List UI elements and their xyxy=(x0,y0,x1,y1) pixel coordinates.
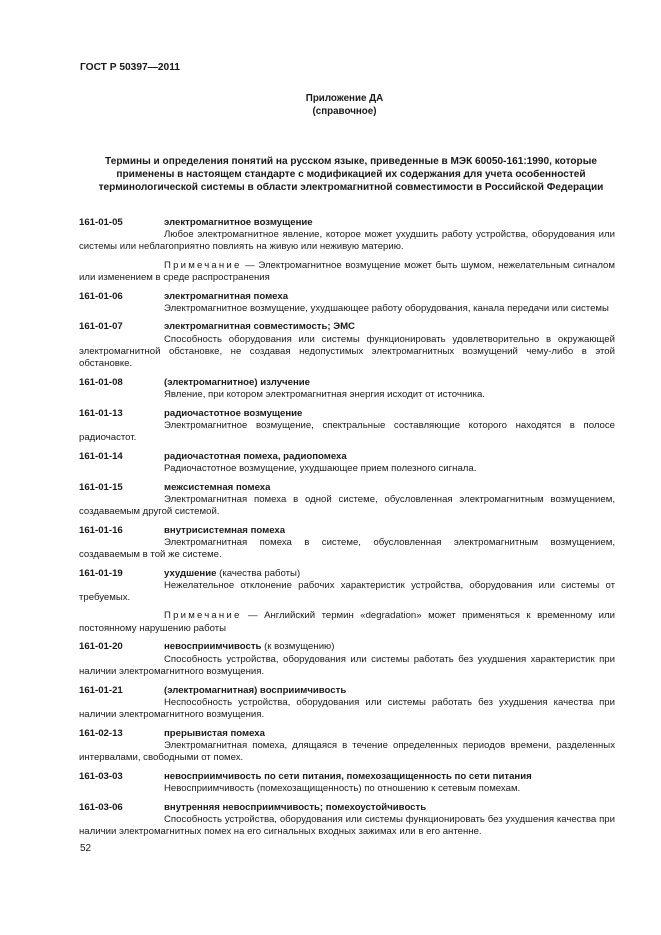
term-note xyxy=(79,610,615,634)
term-name xyxy=(79,217,615,229)
term-name xyxy=(79,321,615,333)
term-entry xyxy=(79,217,615,284)
term-name-text: радиочастотное возмущение xyxy=(164,407,303,419)
term-entry xyxy=(79,482,615,519)
term-qualifier: (к возмущению) xyxy=(261,641,335,653)
terms-list xyxy=(79,217,615,845)
appendix-subtitle: (справочное) xyxy=(312,105,377,117)
term-entry xyxy=(79,525,615,562)
term-code: 161-01-15 xyxy=(79,481,123,493)
appendix-heading xyxy=(0,93,661,118)
term-code: 161-01-13 xyxy=(79,407,123,419)
term-name xyxy=(79,685,615,697)
term-note xyxy=(79,260,615,284)
term-code: 161-01-19 xyxy=(79,567,123,579)
term-name-text: межсистемная помеха xyxy=(164,481,271,493)
term-name xyxy=(79,771,615,783)
term-name-text: электромагнитное возмущение xyxy=(164,217,313,228)
term-name xyxy=(79,568,615,580)
term-name xyxy=(79,728,615,740)
term-code: 161-02-13 xyxy=(79,727,123,739)
term-name xyxy=(79,377,615,389)
term-definition: Неспособность устройства, оборудования или системы работать без ухудшения качества при наличии электромагнитного возмущения. xyxy=(79,696,615,720)
term-definition: Электромагнитная помеха в системе, обусловленная электромагнитным возмущением, создаваемым в той же системе. xyxy=(79,536,615,561)
term-code: 161-01-16 xyxy=(79,524,123,536)
term-code: 161-03-03 xyxy=(79,770,123,782)
term-name-text: радиочастотная помеха, радиопомеха xyxy=(164,450,347,462)
term-code: 161-03-06 xyxy=(79,801,123,813)
term-entry xyxy=(79,641,615,678)
term-name xyxy=(79,802,615,814)
note-text: — Английский термин «degradation» может применяться к временному или постоянному нарушению работы xyxy=(79,610,615,634)
term-qualifier: (качества работы) xyxy=(216,567,301,579)
term-name xyxy=(79,482,615,494)
term-definition: Электромагнитная помеха, длящаяся в течение определенных периодов времени, разделенных интервалами, свободными от помех. xyxy=(79,739,615,764)
term-entry xyxy=(79,728,615,765)
term-name-text: электромагнитная помеха xyxy=(164,290,289,302)
term-definition: Невосприимчивость (помехозащищенность) по отношению к сетевым помехам. xyxy=(164,782,521,794)
term-definition: Способность устройства, оборудования или системы работать без ухудшения характеристик при наличии электромагнитного возмущения. xyxy=(79,653,615,677)
term-name xyxy=(79,451,615,463)
term-code: 161-01-05 xyxy=(79,217,123,228)
term-name-text: невосприимчивость xyxy=(164,641,262,653)
term-definition: Электромагнитная помеха в одной системе, обусловленная электромагнитным возмущением, создаваемым другой системой. xyxy=(79,493,615,518)
term-entry xyxy=(79,291,615,315)
term-code: 161-01-08 xyxy=(79,376,123,388)
term-entry xyxy=(79,568,615,635)
term-name-text: внутрисистемная помеха xyxy=(164,524,286,536)
term-code: 161-01-20 xyxy=(79,641,123,653)
page-number: 52 xyxy=(80,843,92,854)
appendix-title: Приложение ДА xyxy=(305,93,384,104)
term-entry xyxy=(79,408,615,445)
term-entry xyxy=(79,321,615,370)
term-name-text: прерывистая помеха xyxy=(164,727,265,739)
term-name xyxy=(79,525,615,537)
note-label: Примечание xyxy=(164,259,242,271)
note-label: Примечание xyxy=(164,610,242,622)
term-entry xyxy=(79,451,615,475)
term-name-text: невосприимчивость по сети питания, помехозащищенность по сети питания xyxy=(164,770,532,782)
term-definition: Способность устройства, оборудования или системы функционировать без ухудшения качества при наличии электромагнитных помех на его сигнальных входных зажимах или в его антенне. xyxy=(79,813,615,838)
term-name xyxy=(79,641,615,653)
document-header: ГОСТ Р 50397—2011 xyxy=(80,62,180,73)
term-definition: Любое электромагнитное явление, которое может ухудшить работу устройства, оборудования или системы или неблагоприятно повлиять на живую или неживую материю. xyxy=(79,229,615,253)
term-entry xyxy=(79,771,615,795)
term-entry xyxy=(79,377,615,401)
term-entry xyxy=(79,685,615,722)
term-definition: Нежелательное отклонение рабочих характеристик устройства, оборудования или системы от требуемых. xyxy=(79,580,615,604)
term-definition: Электромагнитное возмущение, спектральные составляющие которого находятся в полосе радиочастот. xyxy=(79,419,615,444)
term-name-text: ухудшение xyxy=(164,567,217,579)
note-text: — Электромагнитное возмущение может быть шумом, нежелательным сигналом или изменением в среде распространения xyxy=(79,259,615,283)
term-name-text: внутренняя невосприимчивость; помехоустойчивость xyxy=(164,801,427,813)
term-definition: Радиочастотное возмущение, ухудшающее прием полезного сигнала. xyxy=(164,462,477,474)
term-name xyxy=(79,408,615,420)
term-name-text: (электромагнитная) восприимчивость xyxy=(164,684,347,696)
section-title: Термины и определения понятий на русском языке, приведенные в МЭК 60050-161:1990, которые применены в настоящем стандарте с модификацией их содержания для учета особенностей терминологической системы в области электромагнитной совместимости в Российской Федерации xyxy=(98,156,604,194)
term-definition: Явление, при котором электромагнитная энергия исходит от источника. xyxy=(164,388,485,400)
term-definition: Способность оборудования или системы функционировать удовлетворительно в окружающей электромагнитной обстановке, не создавая недопустимых электромагнитных возмущений чему-либо в этой обстановке. xyxy=(79,333,615,370)
term-definition: Электромагнитное возмущение, ухудшающее работу оборудования, канала передачи или системы xyxy=(164,302,609,314)
term-entry xyxy=(79,802,615,839)
term-name-text: (электромагнитное) излучение xyxy=(164,376,310,388)
term-code: 161-01-14 xyxy=(79,450,123,462)
term-code: 161-01-07 xyxy=(79,321,123,333)
term-name-text: электромагнитная совместимость; ЭМС xyxy=(164,321,355,333)
term-code: 161-01-06 xyxy=(79,290,123,302)
term-name xyxy=(79,291,615,303)
term-code: 161-01-21 xyxy=(79,684,123,696)
